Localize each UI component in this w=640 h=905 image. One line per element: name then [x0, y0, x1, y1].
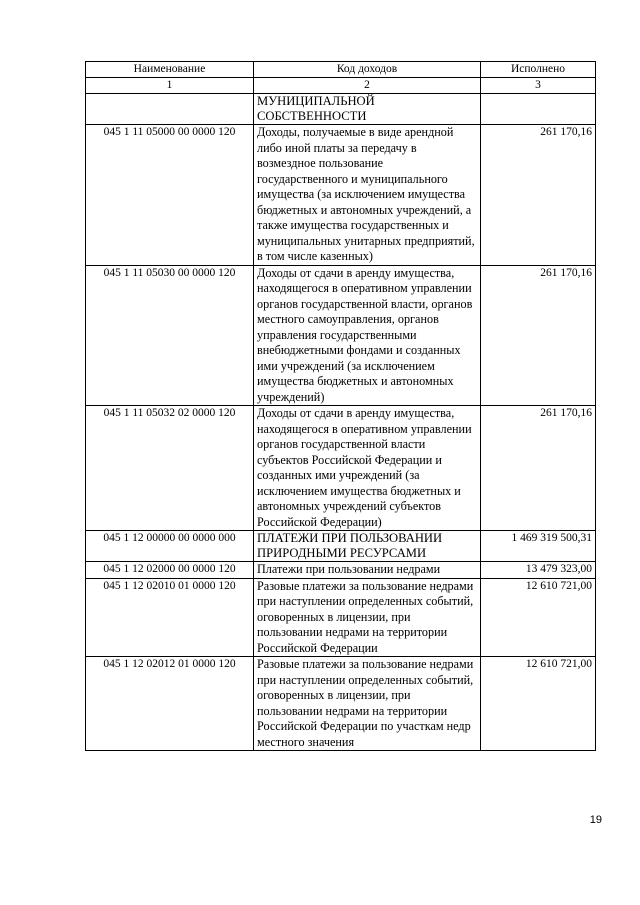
row-code: 045 1 11 05030 00 0000 120 [86, 265, 254, 406]
row-name: Доходы от сдачи в аренду имущества, находящегося в оперативном управлении органов государственной власти субъектов Российской Федерации и созданных ими учреждений (за исключением имущества бюджетных и автономных учреждений субъектов Российской Федерации) [254, 406, 481, 531]
header-numbers-row [86, 78, 596, 94]
header-row [86, 62, 596, 78]
row-amount: 12 610 721,00 [481, 657, 596, 751]
table-body [86, 94, 596, 751]
row-name: ПЛАТЕЖИ ПРИ ПОЛЬЗОВАНИИ ПРИРОДНЫМИ РЕСУРСАМИ [254, 531, 481, 562]
header-name: Наименование [86, 62, 254, 78]
row-name: Разовые платежи за пользование недрами при наступлении определенных событий, оговоренных в лицензии, при пользовании недрами на территории Российской Федерации по участкам недр местного значения [254, 657, 481, 751]
row-code: 045 1 12 00000 00 0000 000 [86, 531, 254, 562]
row-amount: 261 170,16 [481, 265, 596, 406]
row-code: 045 1 12 02000 00 0000 120 [86, 562, 254, 579]
row-name: Платежи при пользовании недрами [254, 562, 481, 579]
header-executed: Исполнено [481, 62, 596, 78]
header-number-1: 1 [86, 78, 254, 94]
row-amount: 1 469 319 500,31 [481, 531, 596, 562]
header-code: Код доходов [254, 62, 481, 78]
row-amount: 12 610 721,00 [481, 578, 596, 657]
table-header [86, 62, 596, 94]
revenue-table [85, 61, 596, 751]
row-name: Разовые платежи за пользование недрами при наступлении определенных событий, оговоренных в лицензии, при пользовании недрами на территории Российской Федерации [254, 578, 481, 657]
header-number-3: 3 [481, 78, 596, 94]
table-row [86, 94, 596, 125]
page-number: 19 [589, 814, 602, 826]
row-code [86, 94, 254, 125]
row-amount: 13 479 323,00 [481, 562, 596, 579]
row-name: Доходы от сдачи в аренду имущества, находящегося в оперативном управлении органов государственной власти, органов местного самоуправления, органов управления государственными внебюджетными фондами и созданных ими учреждений (за исключением имущества бюджетных и автономных учреждений) [254, 265, 481, 406]
table-row [86, 562, 596, 579]
table-row [86, 406, 596, 531]
table-row [86, 578, 596, 657]
table-row [86, 657, 596, 751]
header-number-2: 2 [254, 78, 481, 94]
table-row [86, 265, 596, 406]
row-amount [481, 94, 596, 125]
row-code: 045 1 11 05032 02 0000 120 [86, 406, 254, 531]
row-code: 045 1 11 05000 00 0000 120 [86, 125, 254, 266]
table-row [86, 125, 596, 266]
row-amount: 261 170,16 [481, 406, 596, 531]
row-amount: 261 170,16 [481, 125, 596, 266]
row-name: Доходы, получаемые в виде арендной либо иной платы за передачу в возмездное пользование государственного и муниципального имущества (за исключением имущества бюджетных и автономных учреждений, а также имущества государственных и муниципальных унитарных предприятий, в том числе казенных) [254, 125, 481, 266]
row-code: 045 1 12 02012 01 0000 120 [86, 657, 254, 751]
row-code: 045 1 12 02010 01 0000 120 [86, 578, 254, 657]
table-row [86, 531, 596, 562]
row-name: МУНИЦИПАЛЬНОЙ СОБСТВЕННОСТИ [254, 94, 481, 125]
